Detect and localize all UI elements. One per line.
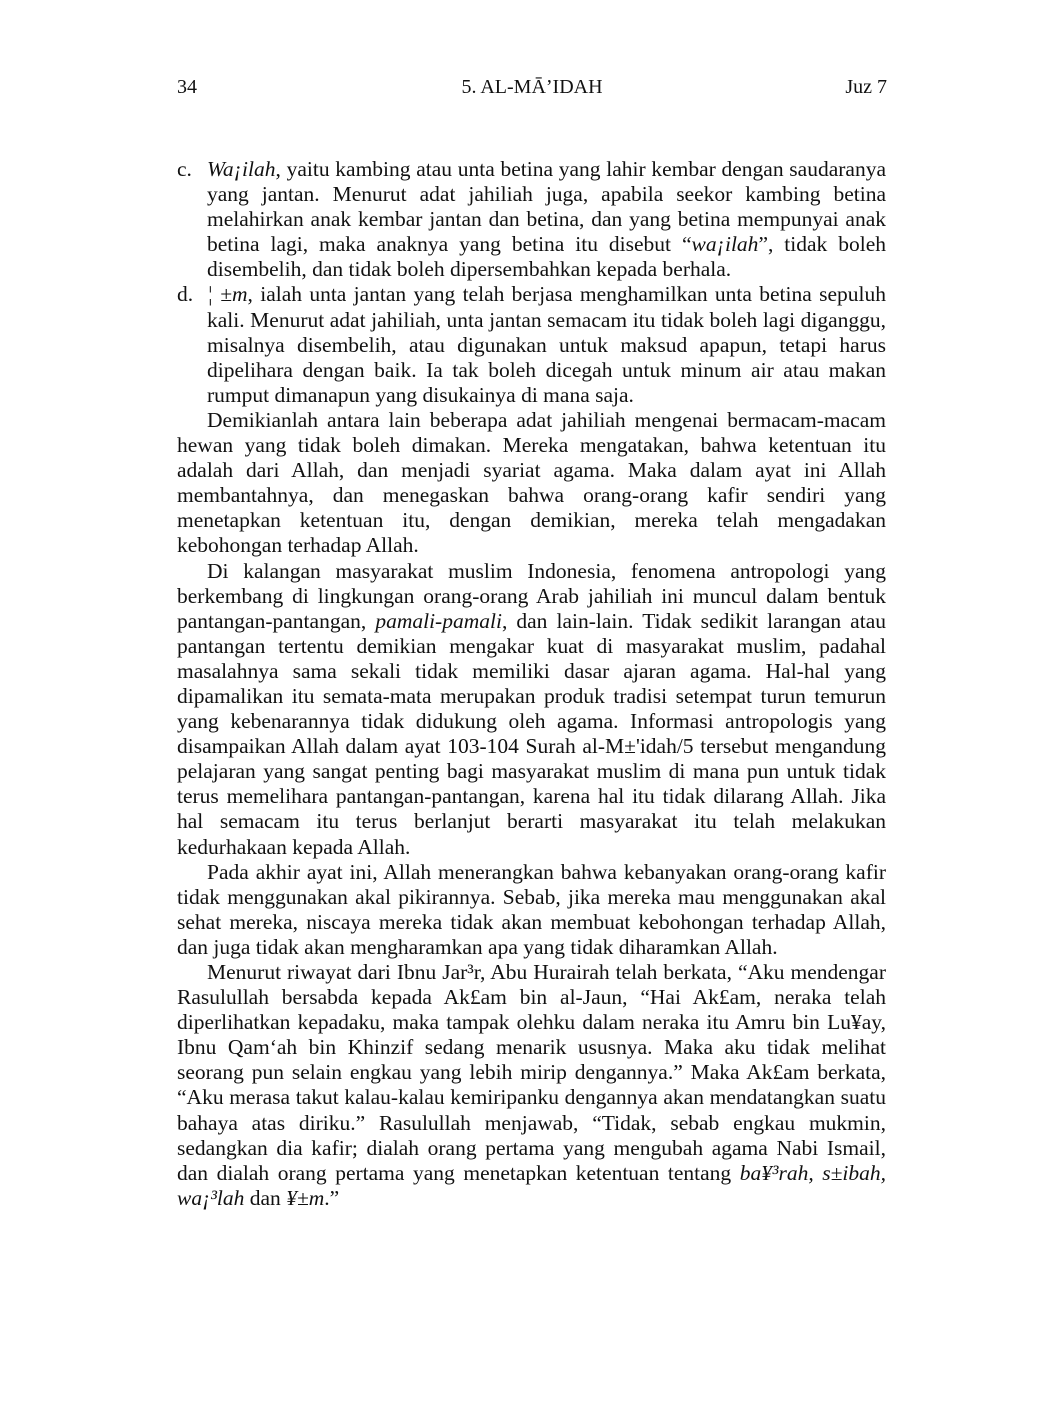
paragraph: [177, 960, 886, 1211]
list-item-d: [177, 282, 886, 407]
text: Menurut riwayat dari Ibnu Jar³r, Abu Hurairah telah berkata, “Aku mendengar Rasulullah bersabda kepada Ak£am bin al-Jaun, “Hai Ak£am, neraka telah diperlihatkan kepadaku, maka tampak olehku dalam neraka itu Amru bin Lu¥ay, Ibnu Qam‘ah bin Khinzif sedang menarik ususnya. Maka aku tidak melihat seorang pun selain engkau yang lebih mirip dengannya.” Maka Ak£am berkata, “Aku merasa takut kalau-kalau kemiripanku dengannya akan mendatangkan suatu bahaya atas diriku.” Rasulullah menjawab, “Tidak, sebab engkau mukmin, sedangkan dia kafir; dialah orang pertama yang mengubah agama Nabi Ismail, dan dialah orang pertama yang menetapkan ketentuan tentang: [177, 960, 886, 1185]
paragraph: Demikianlah antara lain beberapa adat jahiliah mengenai bermacam-macam hewan yang tidak boleh dimakan. Mereka mengatakan, bahwa ketentuan itu adalah dari Allah, dan menjadi syariat agama. Maka dalam ayat ini Allah membantahnya, dan menegaskan bahwa orang-orang kafir sendiri yang menetapkan ketentuan itu, dengan demikian, mereka telah mengadakan kebohongan terhadap Allah.: [177, 407, 886, 558]
term: Wa¡ilah: [207, 157, 276, 181]
italic-text: ba¥³rah, s±ibah, wa¡³lah: [177, 1160, 887, 1210]
term: wa¡ilah: [691, 232, 759, 257]
term: ¦ ±m: [207, 282, 248, 307]
list-item-c: [177, 157, 886, 282]
chapter-title: 5. AL-MĀ’IDAH: [461, 76, 603, 98]
text: .”: [324, 1185, 340, 1210]
juz-label: Juz 7: [845, 76, 887, 98]
text: Di kalangan masyarakat muslim Indonesia, fenomena antropologi yang berkembang di lingkungan orang-orang Arab jahiliah ini muncul dalam bentuk pantangan-pantangan,: [177, 558, 886, 633]
text: , dan lain-lain. Tidak sedikit larangan atau pantangan tertentu demikian mengakar kuat di masyarakat muslim, padahal masalahnya sama sekali tidak memiliki dasar ajaran agama. Hal-hal yang dipamalikan itu semata-mata merupakan produk tradisi setempat turun temurun yang kebenarannya tidak didukung oleh agama. Informasi antropologis yang disampaikan Allah dalam ayat 103-104 Surah al-M±'idah/5 tersebut mengandung pelajaran yang sangat penting bagi masyarakat muslim di mana pun untuk tidak terus memelihara pantangan-pantangan, karena hal itu tidak dilarang Allah. Jika hal semacam itu terus berlanjut berarti masyarakat itu telah melakukan kedurhakaan kepada Allah.: [177, 608, 886, 859]
paragraph: [177, 559, 886, 860]
page-body: [177, 157, 886, 1211]
italic-text: pamali-pamali: [375, 608, 502, 633]
paragraph: Pada akhir ayat ini, Allah menerangkan bahwa kebanyakan orang-orang kafir tidak menggunakan akal pikirannya. Sebab, jika mereka mau menggunakan akal sehat mereka, niscaya mereka tidak akan membuat kebohongan terhadap Allah, dan juga tidak akan mengharamkan apa yang tidak diharamkan Allah.: [177, 859, 886, 959]
italic-text: ¥±m: [286, 1185, 325, 1210]
page-number: 34: [177, 76, 197, 98]
text: , yaitu kambing atau unta betina yang lahir kembar dengan saudaranya yang jantan. Menurut adat jahiliah juga, apabila seekor kambing betina melahirkan anak kembar jantan dan betina, dan yang betina mempunyai anak betina lagi, maka anaknya yang betina itu disebut “: [207, 157, 886, 257]
page-header: [177, 76, 887, 104]
text: ”, tidak boleh disembelih, dan tidak boleh dipersembahkan kepada berhala.: [207, 232, 886, 282]
text: dan: [244, 1185, 287, 1210]
list-label: c.: [177, 157, 192, 181]
list-label: d.: [177, 282, 194, 307]
text: , ialah unta jantan yang telah berjasa menghamilkan unta betina sepuluh kali. Menurut adat jahiliah, unta jantan semacam itu tidak boleh lagi diganggu, misalnya disembelih, atau digunakan untuk maksud apapun, tetapi harus dipelihara dengan baik. Ia tak boleh dicegah untuk minum air atau makan rumput dimanapun yang disukainya di mana saja.: [207, 282, 886, 407]
